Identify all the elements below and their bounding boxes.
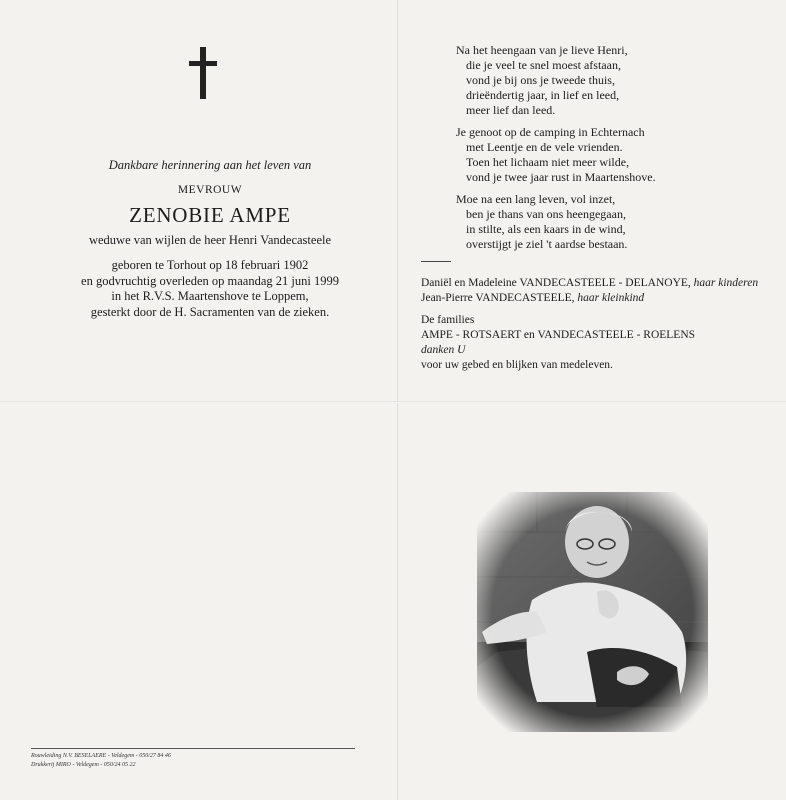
cross-icon <box>189 47 217 99</box>
poem-line: Moe na een lang leven, vol inzet, <box>456 192 616 206</box>
credit-line-1: Rouwleiding N.V. BESELAERE - Veldegem - 050/27 84 46 <box>31 753 171 759</box>
vertical-fold <box>397 0 399 800</box>
family-names: Daniël en Madeleine VANDECASTEELE - DELANOYE, <box>421 277 691 289</box>
family-line <box>421 276 758 291</box>
poem-stanza-2 <box>456 125 656 185</box>
horizontal-fold <box>0 401 786 403</box>
thanks-text: danken U <box>421 344 466 356</box>
credit-line-2: Drukkerij MIRO - Veldegem - 050/24 05 22 <box>31 762 136 768</box>
bio-line: in het R.V.S. Maartenshove te Loppem, <box>111 289 309 303</box>
poem-line: Je genoot op de camping in Echternach <box>456 125 645 139</box>
family-names: Jean-Pierre VANDECASTEELE, <box>421 292 575 304</box>
thanks-for: voor uw gebed en blijken van medeleven. <box>421 359 613 371</box>
family-line <box>421 291 758 306</box>
poem-line: vond je twee jaar rust in Maartenshove. <box>466 170 656 184</box>
poem-line: met Leentje en de vele vrienden. <box>466 140 623 154</box>
family-role: haar kleinkind <box>577 292 645 304</box>
poem-line: die je veel te snel moest afstaan, <box>466 58 621 72</box>
bio-line: en godvruchtig overleden op maandag 21 juni 1999 <box>81 273 339 288</box>
family-children <box>421 276 758 306</box>
honorific: MEVROUW <box>177 184 243 196</box>
credits-rule <box>31 748 355 749</box>
poem-line: in stilte, als een kaars in de wind, <box>466 222 626 236</box>
portrait-photo <box>477 492 708 732</box>
poem-line: vond je bij ons je tweede thuis, <box>466 73 615 87</box>
biography <box>40 258 380 320</box>
separator <box>421 261 451 262</box>
bio-line: geboren te Torhout op 18 februari 1902 <box>111 258 309 272</box>
poem-line: Toen het lichaam niet meer wilde, <box>466 155 630 169</box>
intro-text: Dankbare herinnering aan het leven van <box>108 158 312 172</box>
family-thanks <box>421 313 695 373</box>
poem-line: ben je thans van ons heengegaan, <box>466 207 626 221</box>
deceased-name: ZENOBIE AMPE <box>129 203 291 227</box>
widow-line: weduwe van wijlen de heer Henri Vandecasteele <box>88 233 332 247</box>
poem-line: Na het heengaan van je lieve Henri, <box>456 43 628 57</box>
families-names: AMPE - ROTSAERT en VANDECASTEELE - ROELENS <box>421 329 696 341</box>
poem-stanza-3 <box>456 192 627 252</box>
families-label: De families <box>421 314 475 326</box>
poem-line: overstijgt je ziel 't aardse bestaan. <box>466 237 628 251</box>
poem-line: drieëndertig jaar, in lief en leed, <box>466 88 620 102</box>
credits <box>31 752 171 770</box>
bio-line: gesterkt door de H. Sacramenten van de zieken. <box>90 304 330 319</box>
family-role: haar kinderen <box>693 277 759 289</box>
poem-stanza-1 <box>456 43 628 118</box>
poem-line: meer lief dan leed. <box>466 103 556 117</box>
